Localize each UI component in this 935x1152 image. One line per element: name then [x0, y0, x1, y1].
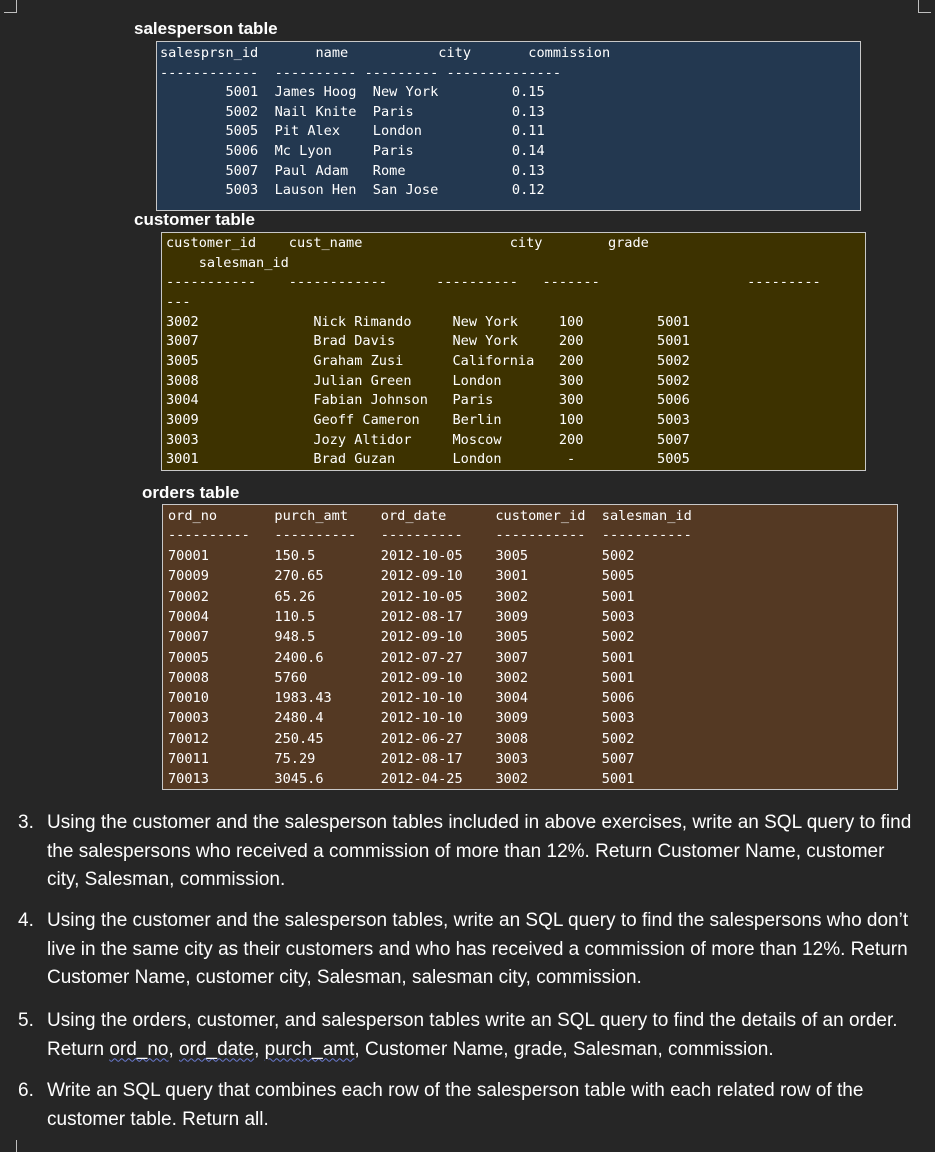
- salesperson-table: [156, 41, 861, 211]
- customer-heading: customer table: [134, 210, 255, 229]
- field-ord-date: ord_date: [179, 1038, 255, 1060]
- customer-row: 3007 Brad Davis New York 200 5001: [166, 333, 690, 349]
- salesperson-row: 5006 Mc Lyon Paris 0.14: [160, 143, 545, 159]
- corner-mark-top-left: [4, 0, 17, 13]
- question-number: 3.: [18, 812, 34, 833]
- salesperson-row: 5003 Lauson Hen San Jose 0.12: [160, 182, 545, 198]
- customer-divider: ----------- ------------ ---------- ------- ---------: [166, 274, 821, 290]
- orders-row: 70007 948.5 2012-09-10 3005 5002: [168, 629, 635, 645]
- customer-divider-cont: ---: [166, 294, 191, 310]
- customer-row: 3004 Fabian Johnson Paris 300 5006: [166, 392, 690, 408]
- customer-row: 3005 Graham Zusi California 200 5002: [166, 353, 690, 369]
- corner-mark-bottom-left: [16, 1140, 17, 1152]
- customer-row: 3009 Geoff Cameron Berlin 100 5003: [166, 412, 690, 428]
- orders-row: 70010 1983.43 2012-10-10 3004 5006: [168, 690, 635, 706]
- question-text: Using the customer and the salesperson tables, write an SQL query to find the salespersons who don’t live in the same city as their customers and who has received a commission of more than 12%. Return Customer Name, customer city, Salesman, salesman city, commission.: [47, 910, 909, 988]
- question-number: 6.: [18, 1080, 34, 1101]
- orders-divider: ---------- ---------- ---------- ----------- -----------: [168, 527, 692, 543]
- question-text: Using the customer and the salesperson tables included in above exercises, write an SQL query to find the salespersons who received a commission of more than 12%. Return Customer Name, customer city, Salesman, commission.: [47, 812, 912, 890]
- orders-heading: orders table: [142, 483, 240, 502]
- orders-row: 70013 3045.6 2012-04-25 3002 5001: [168, 771, 635, 787]
- orders-row: 70005 2400.6 2012-07-27 3007 5001: [168, 650, 635, 666]
- salesperson-header-row: salesprsn_id name city commission: [160, 45, 611, 61]
- question-text-tail: Customer Name, grade, Salesman, commission.: [359, 1038, 774, 1060]
- customer-header-row-cont: salesman_id: [166, 255, 289, 271]
- field-ord-no: ord_no: [109, 1038, 169, 1060]
- orders-row: 70001 150.5 2012-10-05 3005 5002: [168, 548, 635, 564]
- customer-table: [161, 232, 866, 471]
- customer-row: 3001 Brad Guzan London - 5005: [166, 451, 690, 467]
- orders-row: 70004 110.5 2012-08-17 3009 5003: [168, 609, 635, 625]
- customer-row: 3003 Jozy Altidor Moscow 200 5007: [166, 432, 690, 448]
- salesperson-row: 5005 Pit Alex London 0.11: [160, 123, 545, 139]
- orders-row: 70009 270.65 2012-09-10 3001 5005: [168, 568, 635, 584]
- salesperson-row: 5001 James Hoog New York 0.15: [160, 84, 545, 100]
- orders-table: [162, 504, 898, 790]
- salesperson-divider: ------------ ---------- --------- --------------: [160, 65, 562, 81]
- orders-row: 70008 5760 2012-09-10 3002 5001: [168, 670, 635, 686]
- customer-row: 3008 Julian Green London 300 5002: [166, 373, 690, 389]
- question-text-lead: Using the orders, customer, and salesperson tables write an SQL query to find the details of an order. Return: [47, 1010, 898, 1060]
- question-number: 5.: [18, 1010, 34, 1031]
- customer-header-row: customer_id cust_name city grade: [166, 235, 649, 251]
- salesperson-row: 5007 Paul Adam Rome 0.13: [160, 163, 545, 179]
- orders-row: 70002 65.26 2012-10-05 3002 5001: [168, 589, 635, 605]
- salesperson-row: 5002 Nail Knite Paris 0.13: [160, 104, 545, 120]
- orders-header-row: ord_no purch_amt ord_date customer_id salesman_id: [168, 508, 692, 524]
- corner-mark-top-right: [918, 0, 931, 13]
- field-purch-amt: purch_amt: [264, 1038, 355, 1060]
- orders-row: 70003 2480.4 2012-10-10 3009 5003: [168, 710, 635, 726]
- orders-row: 70011 75.29 2012-08-17 3003 5007: [168, 751, 635, 767]
- question-number: 4.: [18, 910, 34, 931]
- question-text: Write an SQL query that combines each row of the salesperson table with each related row of the customer table. Return all.: [47, 1080, 864, 1130]
- salesperson-heading: salesperson table: [134, 19, 278, 38]
- customer-row: 3002 Nick Rimando New York 100 5001: [166, 314, 690, 330]
- question-text: Using the orders, customer, and salesperson tables write an SQL query to find the details of an order. Return ord_no, ord_date, purch_amt, Customer Name, grade, Salesman, commission.: [47, 1010, 898, 1060]
- orders-row: 70012 250.45 2012-06-27 3008 5002: [168, 731, 635, 747]
